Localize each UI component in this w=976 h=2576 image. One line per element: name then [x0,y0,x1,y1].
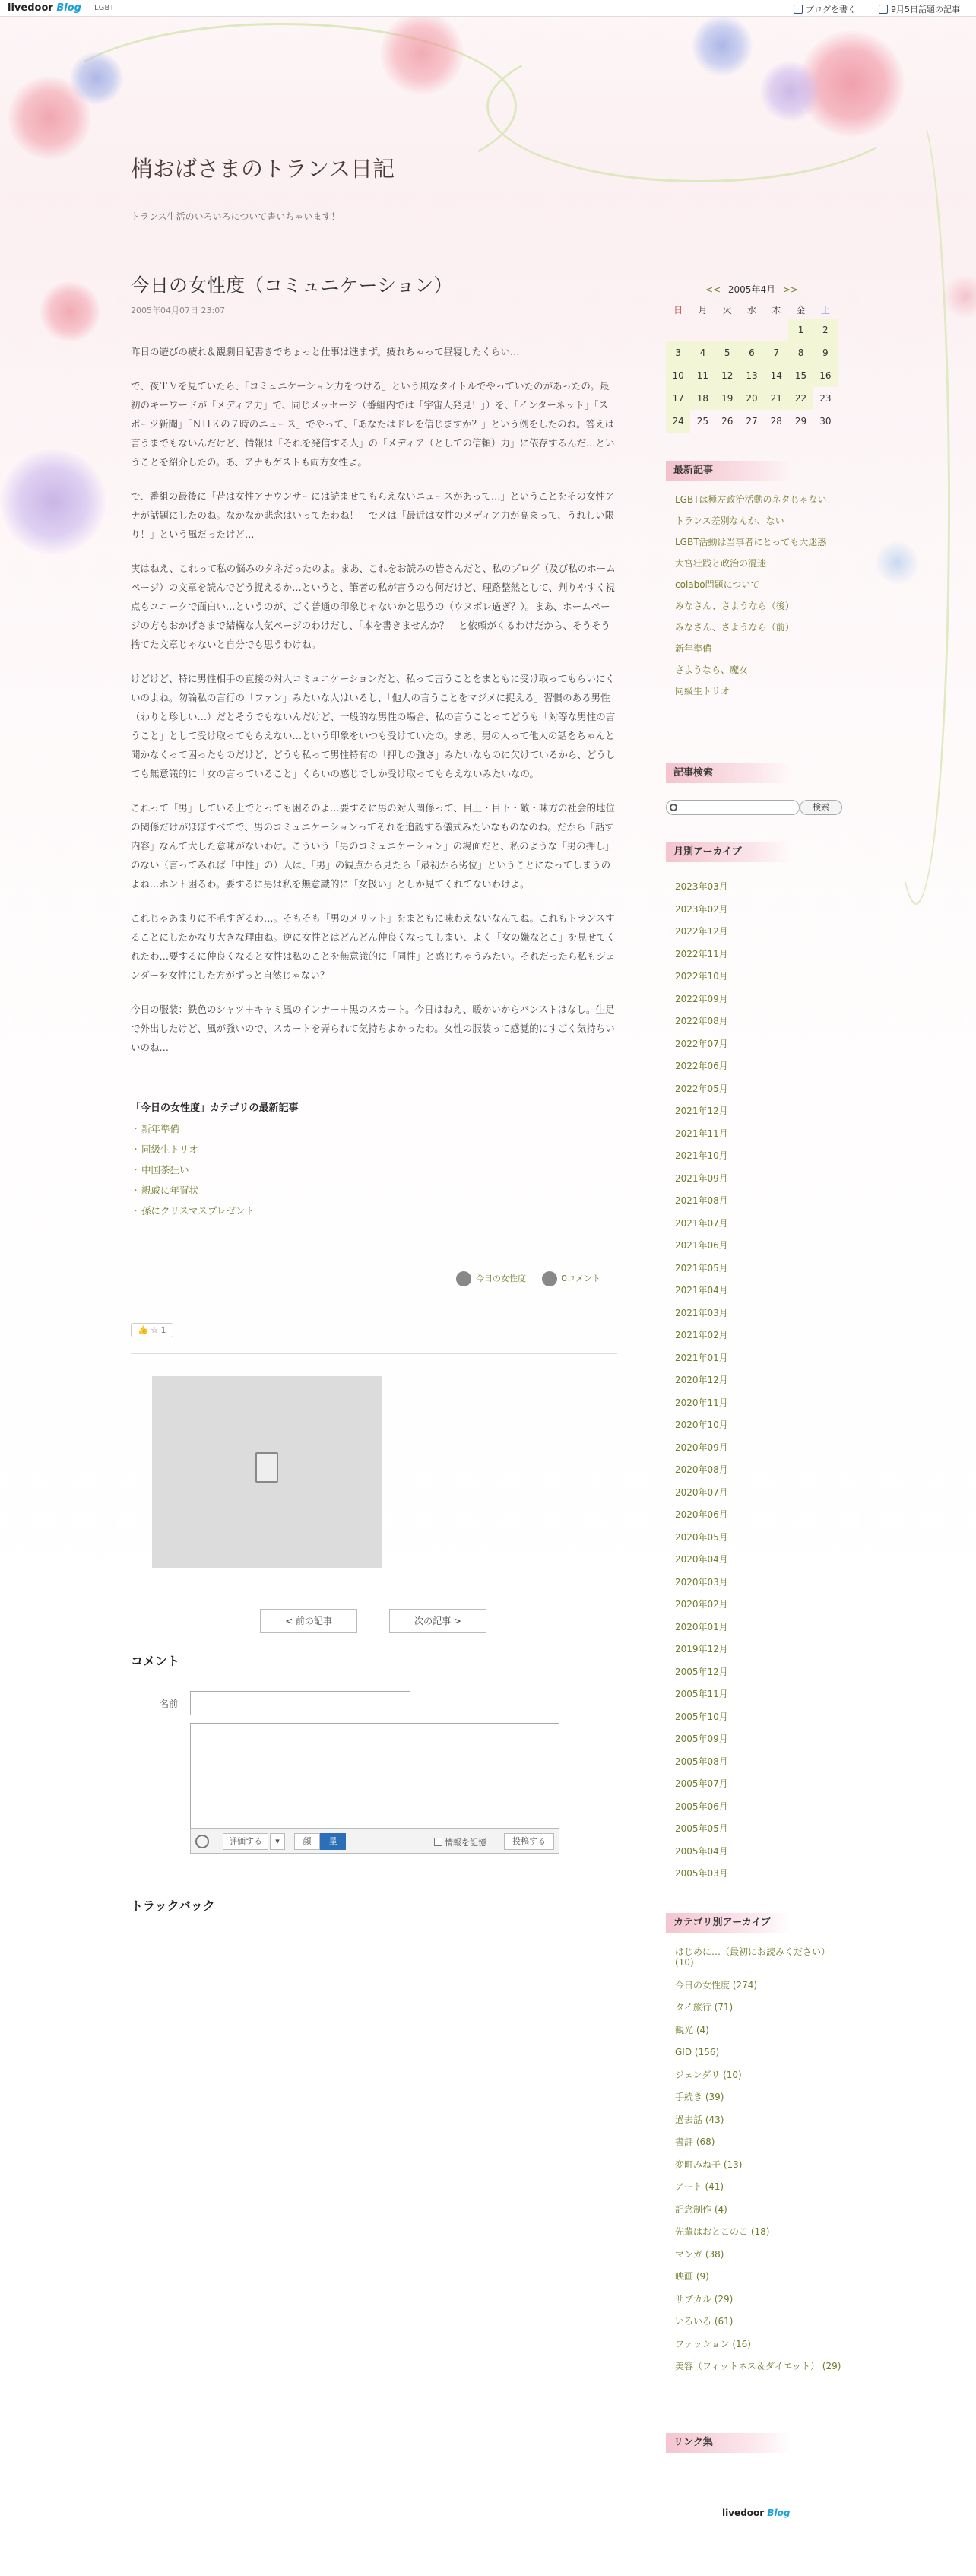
calendar-day[interactable]: 2 [813,319,838,341]
comment-count-link[interactable]: 0コメント [562,1274,600,1283]
archive-item[interactable]: 2020年05月 [675,1531,728,1543]
archive-item[interactable]: 2005年12月 [675,1666,728,1677]
flower-decoration [692,15,753,76]
archive-item[interactable]: 2020年11月 [675,1397,728,1408]
post-paragraph: 実はねえ、これって私の悩みのタネだったのよ。まあ、これをお読みの皆さんだと、私のブログ（及び私のホームページ）の文章を読んでどう捉えるか…というと、筆者の私が言うのも何だけど、理路整然として、判りやすく視点もユニークで面白い…というのが、ごく普通の印象じゃないかと思うの（ウヌボレ過ぎ？）。まあ、ホームページの方もおかげさまで結構な人気ページのわけだし、「本を書きませんか？」と依頼がくるわけだから、そうそう捨てた文章じゃないと自分でも思うわけね。 [131,563,616,650]
links-heading: リンク集 [666,2433,792,2453]
calendar-day [740,319,764,341]
category-item[interactable]: 手続き (39) [675,2092,724,2102]
archive-item[interactable]: 2021年10月 [675,1150,728,1161]
calendar-day: 26 [721,416,734,427]
archive-item[interactable]: 2022年09月 [675,993,728,1004]
calendar-prev[interactable]: << [705,284,721,295]
recent-list [675,494,842,707]
recent-item[interactable]: さようなら、魔女 [675,665,749,675]
weekday-label: 水 [746,304,756,316]
search-input[interactable] [666,800,800,815]
flower-decoration [380,11,464,95]
calendar-day[interactable]: 17 [666,387,690,410]
calendar-day[interactable]: 22 [788,387,813,410]
category-item[interactable]: 美容（フィットネス＆ダイエット） (29) [675,2361,841,2371]
archive-item[interactable]: 2005年09月 [675,1734,728,1744]
archive-item[interactable]: 2021年09月 [675,1172,728,1184]
post-paragraph: これじゃあまりに不毛すぎるわ…。そもそも「男のメリット」をまともに味わえないなんてね。これもトランスすることにしたかなり大きな理由ね。逆に女性とはどんどん仲良くなってしまい、よく「女の嫌なとこ」を見せてくれたわ…要するに仲良くなると女性は私のことを無意識的に「同性」と感じちゃうみたい。それだったら私もジェンダーを女性にした方がずっと自然じゃない？ [131,912,616,981]
divider [131,1353,617,1354]
category-latest-item[interactable]: ・ 新年準備 [131,1118,617,1139]
weekday-label: 日 [673,304,683,316]
comment-toolbar [190,1828,559,1854]
archive-item[interactable]: 2020年08月 [675,1464,728,1475]
trackback-heading: トラックバック [131,1899,215,1913]
archive-item[interactable]: 2005年04月 [675,1845,728,1857]
post-paragraph: で、番組の最後に「昔は女性アナウンサーには読ませてもらえないニュースがあって…」ということをその女性アナが話題にしたのね。なかなか悲念はいってたわね！ でメは「最近は女性のメディア力が高まって、うれしい限り！」という風だったけど… [131,490,615,540]
archive-item[interactable]: 2021年06月 [675,1240,728,1251]
archive-item[interactable]: 2020年03月 [675,1576,728,1588]
category-item[interactable]: 観光 (4) [675,2024,709,2035]
post-paragraph: で、夜ＴＶを見ていたら、「コミュニケーション力をつける」という風なタイトルでやっていたのがあったの。最初のキーワードが「メディア力」で、同じメッセージ（番組内では「宇宙人発見！」）を、「インターネット」「スポーツ新聞」「ＮＨＫの７時のニュース」でやって、「あなたはドレを信じますか？」という例をしたのね。答えは言うまでもないんだけど、情報は「それを発信する人」の「メディア（としての信頼）力」に依存するんだ…ということを紹介したの。あ、アナもゲストも両方女性よ。 [131,380,615,468]
calendar-day[interactable]: 6 [740,341,764,364]
rate-dropdown[interactable]: ▾ [270,1833,285,1850]
recent-item[interactable]: LGBTは極左政治活動のネタじゃない！ [675,494,836,505]
category-item[interactable]: 映画 (9) [675,2271,709,2282]
post-paragraph: けどけど、特に男性相手の直接の対人コミュニケーションだと、私って言うことをまともに受け取ってもらいにくいのよね。勿論私の言行の「ファン」みたいな人はいるし、「他人の言うことをマジメに捉える」習慣のある男性（わりと珍しい…）だとそうでもないんだけど、一般的な男性の場合、私の言うことってどうも「対等な男性の言うこと」として受け取ってもらえない…という印象をいつも受けていたの。まあ、男の人って他人の話をちゃんと聞かなくって困ったものだけど、どうも私って男性特有の「押しの強さ」みたいなものに欠けているから、どうしても無意識的に「女の言っていること」くらいの感じでしか受け取ってもらえないみたいなの。 [131,673,616,779]
search-button[interactable]: 検索 [800,800,842,815]
calendar-day[interactable]: 24 [666,410,690,433]
emoji-icon[interactable] [195,1835,209,1848]
calendar-day: 27 [746,416,758,427]
recent-item[interactable]: 同級生トリオ [675,686,730,696]
archive-item[interactable]: 2023年02月 [675,903,728,915]
category-latest-box [131,1099,617,1221]
archive-list [675,876,728,1886]
name-input[interactable] [190,1691,410,1715]
calendar-day[interactable]: 19 [715,387,740,410]
post-paragraph: これって「男」している上でとっても困るのよ…要するに男の対人関係って、目上・目下・敵・味方の社会的地位の関係だけがほぼすべてで、男のコミュニケーションってそれを追認する儀式みたいなものなのね。だから「話す内容」なんて大した意味がないわけ。こういう「男のコミュニケーション」の場面だと、私のような「男の押し」のない（言ってみれば「中性」の）人は、「男」の観点から見たら「最初から劣位」ということになってしまうのよね…ホント困るわ。要するに男は私を無意識的に「女扱い」としか見てくれてないわけよ。 [131,802,616,890]
post-paragraph: 昨日の遊びの疲れ＆観劇日記書きでちょっと仕事は進まず。疲れちゃって昼寝したくらい… [131,346,520,357]
calendar-day[interactable]: 20 [740,387,764,410]
recent-item[interactable]: LGBT活動は当事者にとっても大迷惑 [675,537,827,547]
dark-toggle[interactable]: 星 [320,1833,346,1850]
calendar-day[interactable]: 14 [764,364,788,387]
archive-item[interactable]: 2022年08月 [675,1016,728,1026]
archive-item[interactable]: 2020年06月 [675,1509,728,1520]
category-latest-heading: 「今日の女性度」カテゴリの最新記事 [131,1102,299,1114]
category-latest-item[interactable]: ・ 中国茶狂い [131,1160,617,1180]
weekday-label: 金 [796,304,806,316]
calendar-day: 30 [819,416,832,427]
search-icon [670,804,677,811]
blog-subtitle: トランス生活のいろいろについて書いちゃいます！ [131,211,341,222]
name-label: 名前 [160,1699,179,1709]
comment-icon [542,1271,557,1286]
archive-item[interactable]: 2021年04月 [675,1285,728,1296]
category-item[interactable]: 今日の女性度 (274) [675,1979,758,1991]
calendar-day: 28 [770,416,782,427]
post-date: 2005年04月07日 23:07 [131,306,226,316]
calendar [666,283,838,433]
category-tag[interactable]: LGBT [94,4,115,12]
weekday-label: 火 [722,304,732,316]
top-bar [0,0,976,17]
category-item[interactable]: 書評 (68) [675,2137,715,2147]
archive-item[interactable]: 2021年05月 [675,1262,728,1274]
flower-decoration [943,274,976,319]
archive-item[interactable]: 2005年10月 [675,1711,728,1722]
vine-decoration [882,106,950,905]
archive-heading: 月別アーカイブ [666,842,792,862]
archive-item[interactable]: 2021年12月 [675,1106,728,1116]
archive-item[interactable]: 2022年07月 [675,1038,728,1049]
broken-image-icon [255,1452,278,1483]
calendar-day[interactable]: 11 [690,364,715,387]
livedoor-blog-logo[interactable]: livedoor Blog [8,2,81,14]
post-meta [456,1271,600,1286]
category-item[interactable]: サブカル (29) [675,2293,734,2305]
weekday-label: 木 [772,304,781,316]
post-paragraph: 今日の服装：鉄色のシャツ＋キャミ風のインナー＋黒のスカート。今日はねえ、暖かいからパンストはなし。生足で外出したけど、風が強いので、スカートを弄られて気持ちよかったわ。女性の服装って感覚的にすごく気持ちいいのね… [131,1004,615,1053]
recent-item[interactable]: トランス差別なんか、ない [675,516,784,526]
calendar-table [666,300,838,433]
calendar-day[interactable]: 3 [666,341,690,364]
calendar-day[interactable]: 21 [764,387,788,410]
archive-item[interactable]: 2005年08月 [675,1756,728,1767]
recent-item[interactable]: colabo問題について [675,579,760,590]
archive-item[interactable]: 2005年07月 [675,1778,728,1789]
calendar-day: 25 [696,416,709,427]
archive-item[interactable]: 2005年05月 [675,1823,728,1834]
archive-item[interactable]: 2020年07月 [675,1486,728,1498]
flower-decoration [70,52,123,105]
post-body [131,342,617,1072]
category-item[interactable]: 過去話 (43) [675,2114,724,2125]
archive-item[interactable]: 2021年01月 [675,1352,728,1363]
recent-item[interactable]: みなさん、さようなら（前） [675,622,794,633]
comment-textarea[interactable] [190,1723,559,1829]
category-item[interactable]: 先輩はおとこのこ (18) [675,2226,770,2237]
archive-item[interactable]: 2005年06月 [675,1800,728,1812]
category-item[interactable]: いろいろ (61) [675,2316,734,2327]
calendar-day[interactable]: 10 [666,364,690,387]
archive-item[interactable]: 2020年10月 [675,1420,728,1430]
archive-item[interactable]: 2020年04月 [675,1554,728,1565]
archive-item[interactable]: 2022年06月 [675,1061,728,1071]
category-item[interactable]: マンガ (38) [675,2248,724,2260]
category-item[interactable]: タイ旅行 (71) [675,2002,734,2013]
blog-title[interactable]: 梢おばさまのトランス日記 [131,156,395,182]
pencil-icon [794,5,803,14]
category-latest-item[interactable]: ・ 孫にクリスマスプレゼント [131,1201,617,1221]
category-item[interactable]: アート (41) [675,2181,724,2192]
recent-heading: 最新記事 [666,461,792,481]
next-post-button[interactable]: 次の記事 > [389,1609,486,1633]
post-title[interactable]: 今日の女性度（コミュニケーション） [131,274,453,297]
category-item[interactable]: 記念制作 (4) [675,2203,727,2215]
category-item[interactable]: ジェンダリ (10) [675,2069,742,2080]
category-item[interactable]: GID (156) [675,2047,720,2057]
archive-item[interactable]: 2005年11月 [675,1689,728,1699]
submit-button[interactable]: 投稿する [504,1833,554,1850]
image-placeholder [152,1376,382,1568]
archive-item[interactable]: 2021年02月 [675,1330,728,1340]
archive-item[interactable]: 2005年03月 [675,1868,728,1879]
category-item[interactable]: はじめに…（最初にお読みください） (10) [675,1946,831,1968]
archive-item[interactable]: 2019年12月 [675,1644,728,1654]
calendar-day[interactable]: 8 [788,341,813,364]
calendar-day [764,319,788,341]
calendar-day[interactable]: 15 [788,364,813,387]
calendar-day[interactable]: 4 [690,341,715,364]
rate-button[interactable]: 評価する [223,1833,268,1850]
calendar-day[interactable]: 18 [690,387,715,410]
calendar-day[interactable]: 13 [740,364,764,387]
calendar-day[interactable]: 12 [715,364,740,387]
archive-item[interactable]: 2021年11月 [675,1128,728,1139]
footer-logo[interactable]: livedoor Blog [722,2508,791,2518]
archive-item[interactable]: 2020年09月 [675,1442,728,1453]
calendar-caption: << 2005年4月 >> [705,284,799,295]
category-item[interactable]: 変町みね子 (13) [675,2159,743,2170]
prev-post-button[interactable]: < 前の記事 [260,1609,357,1633]
archive-item[interactable]: 2021年03月 [675,1307,728,1318]
comment-heading: コメント [131,1654,180,1668]
archive-item[interactable]: 2020年01月 [675,1621,728,1632]
calendar-next[interactable]: >> [782,284,799,295]
archive-item[interactable]: 2021年07月 [675,1217,728,1229]
calendar-day [666,319,690,341]
folder-icon [456,1271,471,1286]
recent-item[interactable]: 新年準備 [675,643,712,654]
category-list [675,1946,850,2384]
flower-decoration [40,281,100,342]
recent-item[interactable]: 大宮壮践と政治の混迷 [675,558,767,569]
archive-item[interactable]: 2021年08月 [675,1195,728,1206]
recent-item[interactable]: みなさん、さようなら（後） [675,601,794,611]
post-category-link[interactable]: 今日の女性度 [476,1274,526,1283]
like-button[interactable]: 👍 ☆ 1 [131,1323,173,1337]
light-toggle[interactable]: 顔 [294,1833,320,1850]
category-item[interactable]: ファッション (16) [675,2338,751,2349]
calendar-day [690,319,715,341]
topics-link[interactable]: 9月5日話題の記事 [879,3,960,15]
calendar-day[interactable]: 16 [813,364,838,387]
archive-item[interactable]: 2020年12月 [675,1375,728,1385]
calendar-day: 29 [794,416,807,427]
category-latest-item[interactable]: ・ 親戚に年賀状 [131,1180,617,1201]
remember-checkbox[interactable]: 情報を記憶 [434,1836,486,1848]
archive-item[interactable]: 2022年10月 [675,971,728,982]
category-archive-heading: カテゴリ別アーカイブ [666,1913,792,1933]
search-heading: 記事検索 [666,763,792,783]
category-latest-item[interactable]: ・ 同級生トリオ [131,1139,617,1160]
archive-item[interactable]: 2023年03月 [675,881,728,892]
archive-item[interactable]: 2020年02月 [675,1599,728,1610]
calendar-day[interactable]: 1 [788,319,813,341]
write-blog-link[interactable]: ブログを書く [794,3,856,15]
calendar-day [715,319,740,341]
archive-item[interactable]: 2022年05月 [675,1083,728,1094]
calendar-day: 23 [819,393,832,404]
flower-decoration [0,449,106,555]
calendar-day[interactable]: 5 [715,341,740,364]
calendar-day[interactable]: 7 [764,341,788,364]
calendar-day[interactable]: 9 [813,341,838,364]
calendar-icon [879,5,888,14]
weekday-label: 土 [820,304,830,316]
archive-item[interactable]: 2022年11月 [675,948,728,960]
archive-item[interactable]: 2022年12月 [675,926,728,937]
weekday-label: 月 [698,304,708,316]
flower-decoration [760,61,821,122]
